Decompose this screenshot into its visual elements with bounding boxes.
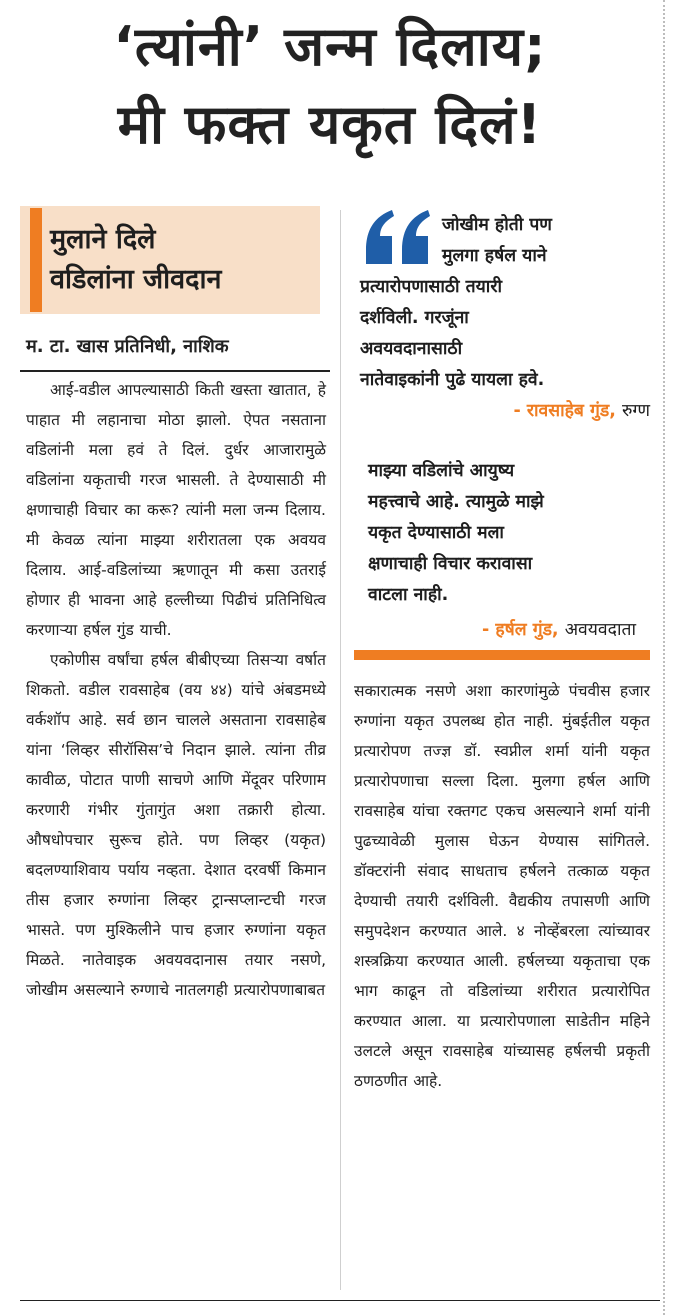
quote1-line: अवयवदानासाठी	[360, 339, 463, 359]
subheading-box	[20, 206, 320, 314]
quote1-line: नातेवाइकांनी पुढे यायला हवे.	[360, 370, 545, 390]
quote1-line: प्रत्यारोपणासाठी तयारी	[360, 277, 503, 297]
column-divider	[340, 210, 341, 1290]
article-paragraph-3: सकारात्मक नसणे अशा कारणांमुळे पंचवीस हजार रुग्णांना यकृत उपलब्ध होत नाही. मुंबईतील यकृत प्रत्यारोपण तज्ज्ञ डॉ. स्वप्नील शर्मा यांनी यकृत प्रत्यारोपणाचा सल्ला दिला. मुलगा हर्षल आणि रावसाहेब यांचा रक्तगट एकच असल्याने शर्मा यांनी पुढच्यावेळी मुलास घेऊन येण्यास सांगितले. डॉक्टरांनी संवाद साधताच हर्षलने तत्काळ यकृत देण्याची तयारी दर्शविली. वैद्यकीय तपासणी आणि समुपदेशन करण्यात आले. ४ नोव्हेंबरला त्यांच्यावर शस्त्रक्रिया करण्यात आली. हर्षलच्या यकृताचा एक भाग काढून तो वडिलांच्या शरीरात प्रत्यारोपित करण्यात आला. या प्रत्यारोपणाला साडेतीन महिने उलटले असून रावसाहेब यांच्यासह हर्षलची प्रकृती ठणठणीत आहे.	[354, 682, 650, 1090]
subheading-accent-bar	[30, 208, 42, 312]
pull-quote-son	[368, 456, 646, 646]
article-paragraph-1: आई-वडील आपल्यासाठी किती खस्ता खातात, हे पाहात मी लहानाचा मोठा झालो. ऐपत नसताना वडिलांनी मला हवं ते दिलं. दुर्धर आजारामुळे वडिलांना यकृताची गरज भासली. ते देण्यासाठी मी क्षणाचाही विचार का करू? त्यांनी मला जन्म दिलाय. मी केवळ त्यांना माझ्या शरीरातला एक अवयव दिलाय. आई-वडिलांच्या ऋणातून मी कसा उतराई होणार ही भावना आहे हल्लीच्या पिढीचं प्रतिनिधित्व करणाऱ्या हर्षल गुंड याची.	[26, 381, 326, 639]
quote2-line: क्षणाचाही विचार करावासा	[368, 554, 533, 574]
bottom-rule	[20, 1300, 660, 1301]
quote2-line: वाटला नाही.	[368, 585, 449, 605]
quote1-attribution-role: रुग्ण	[621, 401, 650, 421]
subheading-line-1: मुलाने दिले	[50, 224, 156, 255]
page-edge-dotted-line	[663, 0, 665, 1315]
article-right-column	[354, 676, 650, 1096]
subheading	[50, 220, 320, 300]
article-paragraph-2: एकोणीस वर्षांचा हर्षल बीबीएच्या तिसऱ्या वर्षात शिकतो. वडील रावसाहेब (वय ४४) यांचे अंबडमध्ये वर्कशॉप आहे. सर्व छान चालले असताना रावसाहेब यांना ‘लिव्हर सीरॉसिस’चे निदान झाले. त्यांना तीव्र कावीळ, पोटात पाणी साचणे आणि मेंदूवर परिणाम करणारी गंभीर गुंतागुंत अशा तक्रारी होत्या. औषधोपचार सुरूच होते. पण लिव्हर (यकृत) बदलण्याशिवाय पर्याय नव्हता. देशात दरवर्षी किमान तीस हजार रुग्णांना लिव्हर ट्रान्सप्लान्टची गरज भासते. पण मुश्किलीने पाच हजार रुग्णांना यकृत मिळते. नातेवाइक अवयवदानास तयार नसणे, जोखीम असल्याने रुग्णाचे नातलगही प्रत्यारोपणाबाबत	[26, 651, 326, 999]
headline	[10, 8, 650, 164]
quote2-line: महत्त्वाचे आहे. त्यामुळे माझे	[368, 492, 544, 512]
quote2-attribution	[368, 615, 646, 646]
quote2-line: यकृत देण्यासाठी मला	[368, 523, 504, 543]
pull-quote-father	[360, 210, 650, 427]
quote1-line: मुलगा हर्षल याने	[442, 246, 547, 266]
quote2-line: माझ्या वडिलांचे आयुष्य	[368, 461, 515, 481]
byline-divider	[20, 370, 330, 372]
headline-line-2: मी फक्त यकृत दिलं!	[117, 93, 543, 156]
headline-line-1: ‘त्यांनी’ जन्म दिलाय;	[113, 15, 547, 78]
quote1-attribution-name: - रावसाहेब गुंड,	[513, 401, 616, 421]
quote1-attribution	[360, 396, 650, 427]
quote1-line: जोखीम होती पण	[442, 215, 552, 235]
quote2-attribution-name: - हर्षल गुंड,	[482, 620, 559, 640]
quote1-line: दर्शविली. गरजूंना	[360, 308, 469, 328]
quote2-attribution-role: अवयवदाता	[564, 620, 636, 640]
section-accent-rule	[354, 650, 650, 660]
article-left-column	[26, 375, 326, 1005]
subheading-line-2: वडिलांना जीवदान	[50, 264, 222, 295]
byline: म. टा. खास प्रतिनिधी, नाशिक	[26, 336, 229, 357]
